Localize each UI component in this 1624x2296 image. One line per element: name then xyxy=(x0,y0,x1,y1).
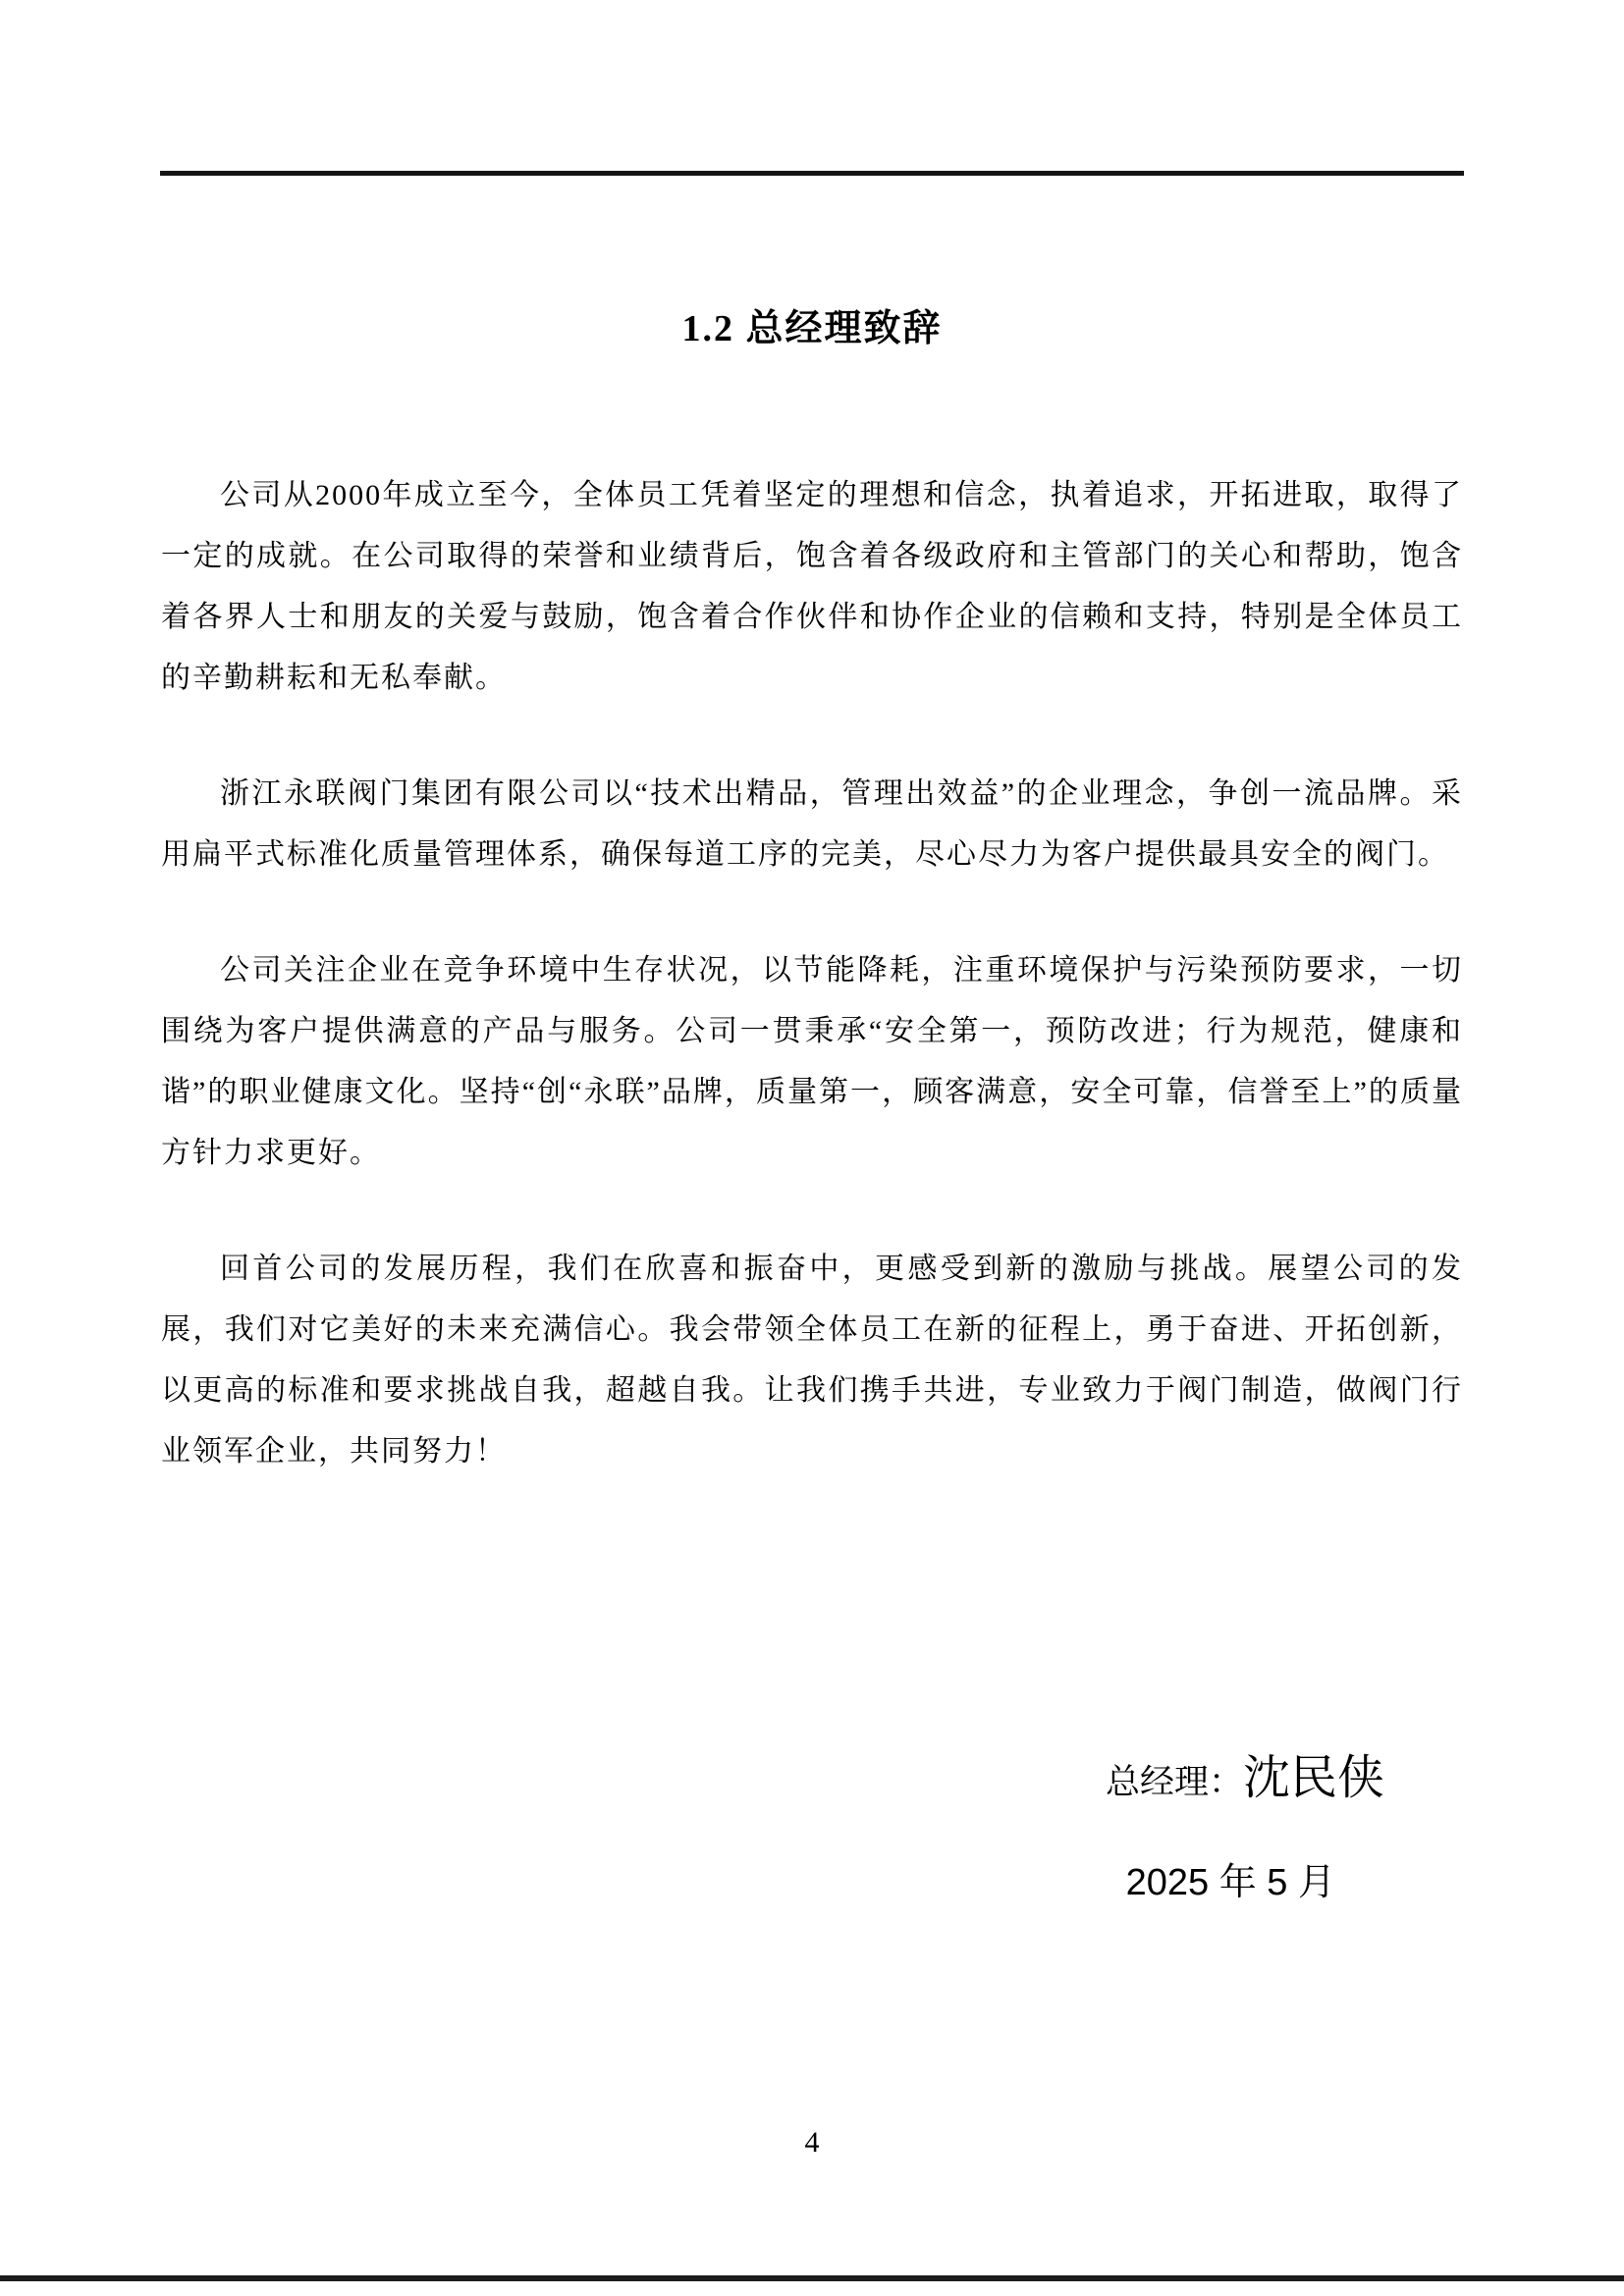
section-heading: 1.2 总经理致辞 xyxy=(681,308,943,349)
signature-date: 2025 年 5 月 xyxy=(1125,1862,1335,1903)
signature-name: 沈民侠 xyxy=(1242,1752,1384,1804)
paragraph-1: 公司从2000年成立至今，全体员工凭着坚定的理想和信念，执着追求，开拓进取，取得了一定的成就。在公司取得的荣誉和业绩背后，饱含着各级政府和主管部门的关心和帮助，饱含着各界人士和朋友的关爱与鼓励，饱含着合作伙伴和协作企业的信赖和支持，特别是全体员工的辛勤耕耘和无私奉献。 xyxy=(161,479,1463,694)
signature-line xyxy=(1106,1739,1384,1807)
paragraph-4: 回首公司的发展历程，我们在欣喜和振奋中，更感受到新的激励与挑战。展望公司的发展，我们对它美好的未来充满信心。我会带领全体员工在新的征程上，勇于奋进、开拓创新，以更高的标准和要求挑战自我，超越自我。让我们携手共进，专业致力于阀门制造，做阀门行业领军企业，共同努力！ xyxy=(161,1253,1463,1468)
paragraph-2: 浙江永联阀门集团有限公司以“技术出精品，管理出效益”的企业理念，争创一流品牌。采用扁平式标准化质量管理体系，确保每道工序的完美，尽心尽力为客户提供最具安全的阀门。 xyxy=(161,777,1463,871)
paragraph-3: 公司关注企业在竞争环境中生存状况，以节能降耗，注重环境保护与污染预防要求，一切围绕为客户提供满意的产品与服务。公司一贯秉承“安全第一，预防改进；行为规范，健康和谐”的职业健康文化。坚持“创“永联”品牌，质量第一，顾客满意，安全可靠，信誉至上”的质量方针力求更好。 xyxy=(161,954,1463,1169)
page-content xyxy=(161,176,1463,1482)
document-body xyxy=(161,465,1463,1482)
signature-role-label: 总经理： xyxy=(1105,1763,1243,1801)
page-number: 4 xyxy=(804,2126,820,2159)
footer-rule xyxy=(0,2275,1624,2281)
